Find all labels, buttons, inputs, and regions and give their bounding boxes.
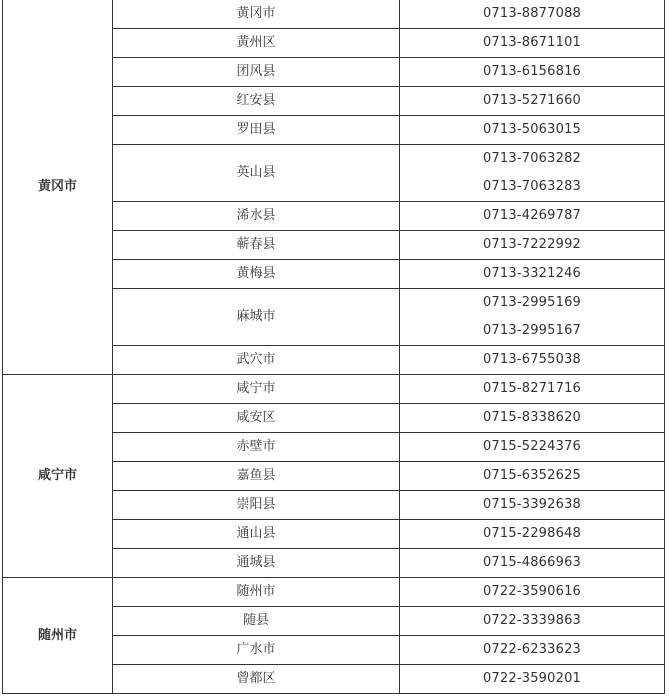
phone-cell — [400, 491, 665, 520]
phone-number: 0713-7222992 — [482, 237, 582, 252]
county-cell: 团风县 — [113, 58, 400, 87]
phone-cell — [400, 549, 665, 578]
county-cell: 武穴市 — [113, 346, 400, 375]
phone-cell — [400, 433, 665, 462]
phone-number: 0713-8877088 — [482, 6, 582, 21]
phone-cell — [400, 346, 665, 375]
county-cell: 黄梅县 — [113, 260, 400, 289]
phone-cell — [400, 145, 665, 202]
city-cell: 黄冈市 — [3, 0, 113, 375]
county-cell: 崇阳县 — [113, 491, 400, 520]
phone-number: 0713-5271660 — [482, 93, 582, 108]
phone-cell — [400, 578, 665, 607]
county-cell: 随州市 — [113, 578, 400, 607]
phone-number: 0713-3321246 — [482, 266, 582, 281]
phone-cell — [400, 462, 665, 491]
phone-number: 0713-7063283 — [482, 179, 582, 194]
phone-number: 0722-3590616 — [482, 584, 582, 599]
table-row — [3, 375, 665, 404]
county-cell: 通山县 — [113, 520, 400, 549]
county-cell: 罗田县 — [113, 116, 400, 145]
phone-cell — [400, 375, 665, 404]
county-cell: 嘉鱼县 — [113, 462, 400, 491]
county-cell: 通城县 — [113, 549, 400, 578]
county-cell: 曾都区 — [113, 665, 400, 694]
county-cell: 赤壁市 — [113, 433, 400, 462]
county-cell: 蕲春县 — [113, 231, 400, 260]
county-cell: 麻城市 — [113, 289, 400, 346]
phone-cell — [400, 58, 665, 87]
phone-cell — [400, 0, 665, 29]
phone-number: 0713-2995167 — [482, 323, 582, 338]
phone-number: 0715-8271716 — [482, 381, 582, 396]
city-cell: 随州市 — [3, 578, 113, 694]
phone-cell — [400, 260, 665, 289]
county-cell: 黄冈市 — [113, 0, 400, 29]
phone-cell — [400, 202, 665, 231]
phone-cell — [400, 116, 665, 145]
contact-table — [2, 0, 665, 694]
county-cell: 广水市 — [113, 636, 400, 665]
phone-cell — [400, 289, 665, 346]
table-row — [3, 578, 665, 607]
phone-number: 0715-8338620 — [482, 410, 582, 425]
phone-number: 0713-7063282 — [482, 151, 582, 166]
phone-number: 0713-6755038 — [482, 352, 582, 367]
phone-cell — [400, 231, 665, 260]
phone-cell — [400, 404, 665, 433]
phone-number: 0722-3339863 — [482, 613, 582, 628]
phone-cell — [400, 29, 665, 58]
phone-number: 0715-3392638 — [482, 497, 582, 512]
county-cell: 黄州区 — [113, 29, 400, 58]
phone-number: 0713-4269787 — [482, 208, 582, 223]
city-cell: 咸宁市 — [3, 375, 113, 578]
table-row — [3, 0, 665, 29]
contact-table-container — [2, 0, 664, 694]
phone-number: 0722-6233623 — [482, 642, 582, 657]
phone-number: 0715-6352625 — [482, 468, 582, 483]
phone-cell — [400, 520, 665, 549]
phone-number: 0722-3590201 — [482, 671, 582, 686]
county-cell: 英山县 — [113, 145, 400, 202]
county-cell: 咸安区 — [113, 404, 400, 433]
phone-number: 0713-8671101 — [482, 35, 582, 50]
phone-number: 0713-2995169 — [482, 295, 582, 310]
county-cell: 咸宁市 — [113, 375, 400, 404]
phone-cell — [400, 665, 665, 694]
phone-number: 0715-4866963 — [482, 555, 582, 570]
phone-number: 0715-2298648 — [482, 526, 582, 541]
county-cell: 浠水县 — [113, 202, 400, 231]
phone-number: 0713-6156816 — [482, 64, 582, 79]
phone-cell — [400, 636, 665, 665]
phone-cell — [400, 607, 665, 636]
phone-cell — [400, 87, 665, 116]
phone-number: 0713-5063015 — [482, 122, 582, 137]
county-cell: 随县 — [113, 607, 400, 636]
phone-number: 0715-5224376 — [482, 439, 582, 454]
county-cell: 红安县 — [113, 87, 400, 116]
table-body — [3, 0, 665, 694]
